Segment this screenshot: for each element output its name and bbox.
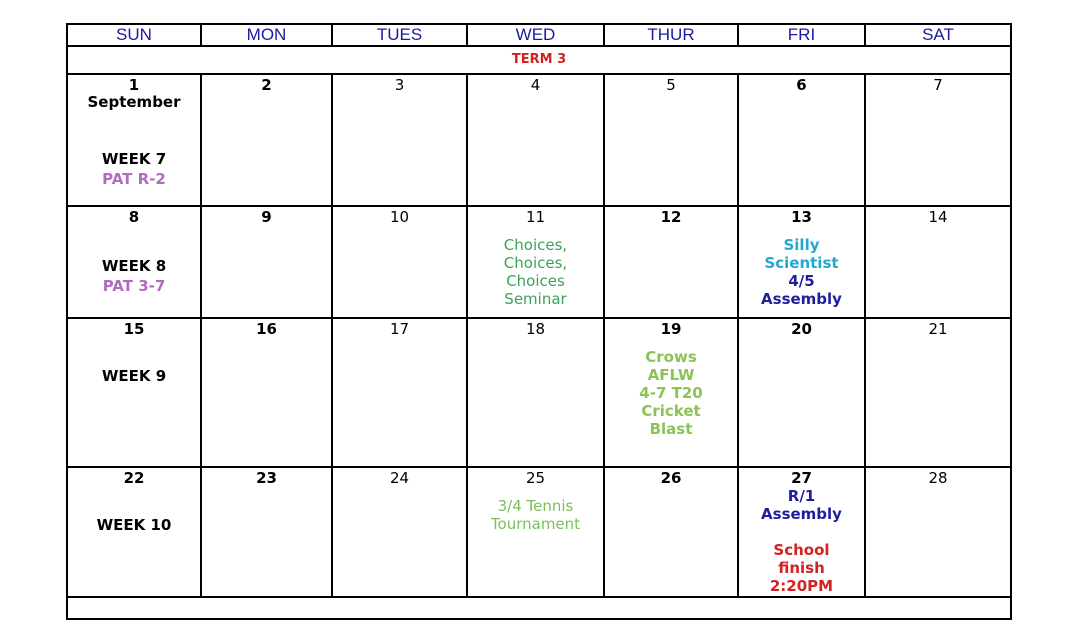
day-number: 3 — [394, 76, 405, 94]
event-line: Tournament — [490, 515, 581, 533]
day-number: 24 — [389, 469, 410, 487]
day-number: 4 — [530, 76, 541, 94]
day-header-tues: TUES — [332, 24, 467, 46]
day-number: 2 — [261, 76, 272, 94]
day-cell[interactable] — [738, 74, 865, 206]
day-number: 17 — [389, 320, 410, 338]
week-row-2 — [67, 206, 1011, 318]
pat-label: PAT R-2 — [102, 170, 166, 188]
day-header-sat: SAT — [865, 24, 1011, 46]
week-label: WEEK 7 — [101, 150, 167, 168]
event-line: Blast — [649, 420, 693, 438]
day-cell[interactable] — [332, 206, 467, 318]
day-number: 10 — [389, 208, 410, 226]
day-cell[interactable] — [201, 74, 332, 206]
day-cell[interactable] — [738, 318, 865, 467]
day-number: 28 — [928, 469, 948, 487]
day-number: 26 — [660, 469, 682, 487]
day-cell[interactable] — [67, 318, 201, 467]
event-silly-scientist[interactable] — [739, 236, 864, 272]
day-cell[interactable] — [67, 206, 201, 318]
day-cell[interactable] — [604, 206, 738, 318]
event-line: School — [773, 541, 830, 559]
event-line: 4-7 T20 — [639, 384, 703, 402]
event-line: Choices — [506, 272, 565, 290]
day-cell[interactable] — [67, 467, 201, 597]
pat-label: PAT 3-7 — [102, 277, 166, 295]
day-cell[interactable] — [332, 318, 467, 467]
day-header-row — [67, 24, 1011, 46]
event-line: Crows — [645, 348, 697, 366]
term-label: TERM 3 — [67, 46, 1011, 74]
event-line: Choices, — [503, 236, 568, 254]
day-number: 6 — [796, 76, 807, 94]
day-cell[interactable] — [467, 467, 604, 597]
event-assembly[interactable] — [739, 272, 864, 308]
day-cell[interactable] — [738, 467, 865, 597]
calendar-grid — [66, 23, 1012, 620]
event-line: R/1 — [787, 487, 816, 505]
day-cell[interactable] — [865, 206, 1011, 318]
day-number: 9 — [261, 208, 272, 226]
day-number: 16 — [256, 320, 277, 338]
day-number: 12 — [660, 208, 682, 226]
week-row-3 — [67, 318, 1011, 467]
day-cell[interactable] — [332, 74, 467, 206]
day-number: 20 — [791, 320, 812, 338]
day-header-wed: WED — [467, 24, 604, 46]
day-cell[interactable] — [201, 206, 332, 318]
day-cell[interactable] — [604, 467, 738, 597]
event-crows-cricket-blast[interactable] — [605, 348, 737, 438]
event-line: Cricket — [641, 402, 701, 420]
event-tennis-tournament[interactable] — [468, 497, 603, 533]
event-line: 4/5 — [788, 272, 815, 290]
day-cell[interactable] — [738, 206, 865, 318]
day-header-sun: SUN — [67, 24, 201, 46]
event-line: Assembly — [761, 505, 842, 523]
day-cell[interactable] — [467, 318, 604, 467]
day-header-fri: FRI — [738, 24, 865, 46]
day-number: 25 — [525, 469, 546, 487]
day-number: 8 — [128, 208, 140, 226]
day-number: 18 — [525, 320, 546, 338]
day-cell[interactable] — [604, 318, 738, 467]
day-header-thur: THUR — [604, 24, 738, 46]
event-line: Choices, — [503, 254, 568, 272]
week-row-4 — [67, 467, 1011, 597]
day-number: 15 — [123, 320, 145, 338]
event-choices-seminar[interactable] — [468, 236, 603, 308]
day-number: 23 — [256, 469, 277, 487]
week-label: WEEK 9 — [101, 367, 167, 385]
week-label: WEEK 10 — [96, 516, 172, 534]
event-r1-assembly[interactable] — [739, 487, 864, 523]
day-cell[interactable] — [865, 467, 1011, 597]
event-line: finish — [778, 559, 825, 577]
day-number: 7 — [933, 76, 943, 94]
day-cell[interactable] — [67, 74, 201, 206]
day-cell[interactable] — [865, 74, 1011, 206]
event-line: Scientist — [764, 254, 839, 272]
day-header-mon: MON — [201, 24, 332, 46]
day-cell[interactable] — [201, 318, 332, 467]
event-line: Assembly — [761, 290, 842, 308]
event-line: AFLW — [647, 366, 695, 384]
day-cell[interactable] — [467, 206, 604, 318]
day-cell[interactable] — [201, 467, 332, 597]
day-number: 1 — [128, 76, 140, 94]
week-label: WEEK 8 — [101, 257, 167, 275]
event-school-finish[interactable] — [739, 541, 864, 595]
day-number: 21 — [928, 320, 948, 338]
footer-cell — [67, 597, 1011, 619]
event-line: Seminar — [504, 290, 567, 308]
day-number: 22 — [123, 469, 145, 487]
day-number: 14 — [928, 208, 948, 226]
event-line: Silly — [783, 236, 820, 254]
event-line: 3/4 Tennis — [497, 497, 574, 515]
month-label: September — [87, 93, 181, 111]
day-number: 5 — [666, 76, 676, 94]
day-cell[interactable] — [865, 318, 1011, 467]
day-number: 19 — [660, 320, 682, 338]
day-number: 11 — [525, 208, 546, 226]
week-row-1 — [67, 74, 1011, 206]
day-cell[interactable] — [467, 74, 604, 206]
day-cell[interactable] — [332, 467, 467, 597]
footer-row — [67, 597, 1011, 619]
event-line: 2:20PM — [769, 577, 834, 595]
day-number: 27 — [791, 469, 812, 487]
day-cell[interactable] — [604, 74, 738, 206]
term-row — [67, 46, 1011, 74]
day-number: 13 — [791, 208, 812, 226]
